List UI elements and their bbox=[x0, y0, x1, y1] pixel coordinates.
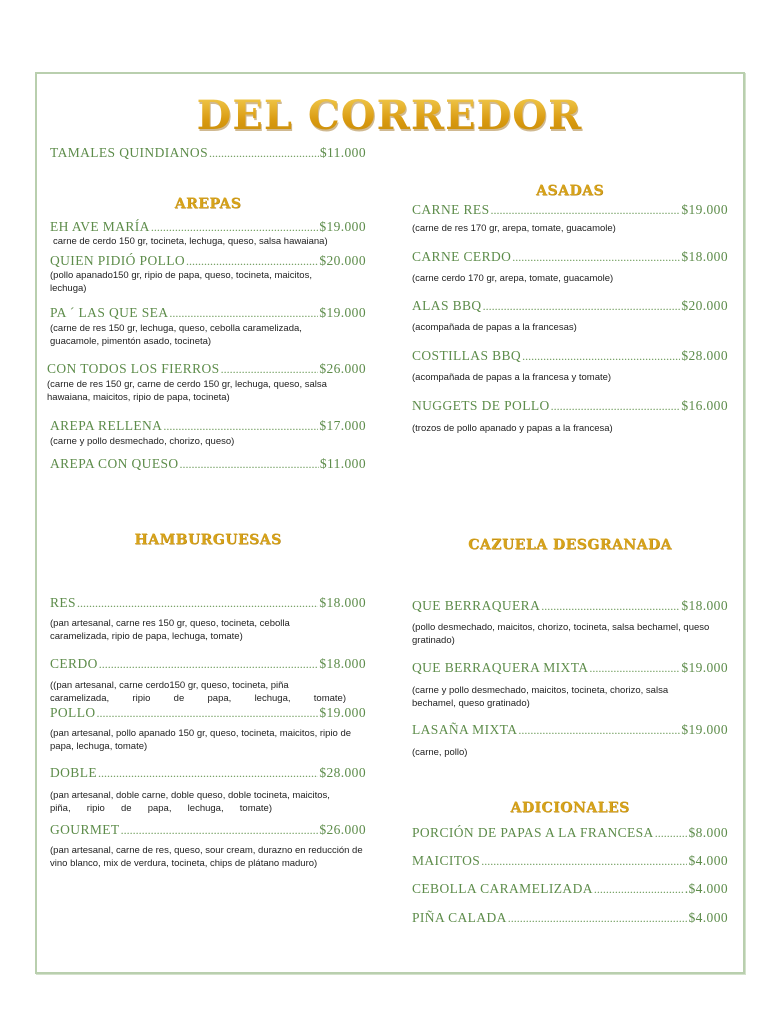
menu-item bbox=[50, 765, 366, 781]
item-price: $11.000 bbox=[319, 456, 366, 471]
leader-dots bbox=[163, 419, 318, 434]
leader-dots bbox=[180, 457, 319, 472]
item-name: CERDO bbox=[50, 656, 98, 671]
item-description: (carne de res 150 gr, carne de cerdo 150 gr, lechuga, queso, salsa hawaiana, maicitos, ripio de papa, tocineta) bbox=[47, 379, 327, 403]
item-price: $19.000 bbox=[319, 219, 366, 234]
menu-item bbox=[412, 249, 728, 265]
menu-item bbox=[50, 456, 366, 472]
item-description: (carne cerdo 170 gr, arepa, tomate, guacamole) bbox=[412, 273, 614, 284]
item-price: $19.000 bbox=[681, 202, 728, 217]
item-name: PORCIÓN DE PAPAS A LA FRANCESA bbox=[412, 825, 654, 840]
item-name: QUIEN PIDIÓ POLLO bbox=[50, 253, 186, 268]
leader-dots bbox=[221, 362, 319, 377]
menu-item bbox=[412, 398, 728, 414]
item-description: (carne de res 150 gr, lechuga, queso, cebolla caramelizada, guacamole, pimentón asado, tocineta) bbox=[50, 323, 302, 347]
item-price: $20.000 bbox=[319, 253, 366, 268]
item-name: MAICITOS bbox=[412, 853, 481, 868]
item-name: POLLO bbox=[50, 705, 96, 720]
item-price: $28.000 bbox=[319, 765, 366, 780]
item-price: $20.000 bbox=[681, 298, 728, 313]
item-name: DOBLE bbox=[50, 765, 97, 780]
item-price: $19.000 bbox=[319, 705, 366, 720]
leader-dots bbox=[99, 657, 319, 672]
menu-item bbox=[50, 822, 366, 838]
menu-item bbox=[50, 705, 366, 721]
item-price: $26.000 bbox=[319, 361, 366, 376]
item-description: (pan artesanal, pollo apanado 150 gr, queso, tocineta, maicitos, ripio de papa, lechuga, tomate) bbox=[50, 728, 352, 752]
leader-dots bbox=[186, 254, 318, 269]
item-price: $17.000 bbox=[319, 418, 366, 433]
menu-item bbox=[50, 595, 366, 611]
leader-dots bbox=[491, 203, 681, 218]
menu-item bbox=[412, 660, 728, 676]
item-description: ((pan artesanal, carne cerdo150 gr, queso, tocineta, piña bbox=[50, 680, 289, 691]
item-description: (pan artesanal, carne de res, queso, sour cream, durazno en reducción de vino blanco, mix de verdura, tocineta, chips de plátano maduro) bbox=[50, 845, 363, 869]
item-price: $4.000 bbox=[688, 910, 728, 925]
leader-dots bbox=[589, 661, 680, 676]
item-name: AREPA RELLENA bbox=[50, 418, 163, 433]
item-description: piña, ripio de papa, lechuga, tomate) bbox=[50, 803, 272, 814]
leader-dots bbox=[209, 146, 319, 161]
leader-dots bbox=[551, 399, 681, 414]
leader-dots bbox=[169, 306, 318, 321]
menu-item bbox=[47, 361, 366, 377]
item-price: $18.000 bbox=[319, 595, 366, 610]
item-price: $26.000 bbox=[319, 822, 366, 837]
item-description: (pollo apanado150 gr, ripio de papa, queso, tocineta, maicitos, lechuga) bbox=[50, 270, 312, 294]
leader-dots bbox=[151, 220, 319, 235]
item-name: GOURMET bbox=[50, 822, 120, 837]
leader-dots bbox=[655, 826, 688, 841]
item-description: (trozos de pollo apanado y papas a la francesa) bbox=[412, 423, 613, 434]
leader-dots bbox=[483, 299, 681, 314]
item-description: (carne, pollo) bbox=[412, 747, 468, 758]
leader-dots bbox=[98, 766, 318, 781]
item-description: caramelizada, ripio de papa, lechuga, tomate) bbox=[50, 693, 346, 704]
item-name: CON TODOS LOS FIERROS bbox=[47, 361, 220, 376]
item-name: COSTILLAS BBQ bbox=[412, 348, 522, 363]
item-name: CARNE CERDO bbox=[412, 249, 512, 264]
restaurant-title: DEL CORREDOR bbox=[0, 92, 779, 139]
item-price: $16.000 bbox=[681, 398, 728, 413]
item-description: (carne y pollo desmechado, maicitos, tocineta, chorizo, salsa bechamel, queso gratinado) bbox=[412, 685, 669, 709]
item-name: CARNE RES bbox=[412, 202, 490, 217]
section-title-cazuela: CAZUELA DESGRANADA bbox=[468, 537, 672, 553]
section-title-asadas: ASADAS bbox=[536, 183, 604, 199]
item-price: $11.000 bbox=[319, 145, 366, 160]
item-description: (carne de res 170 gr, arepa, tomate, guacamole) bbox=[412, 223, 616, 234]
item-description: carne de cerdo 150 gr, tocineta, lechuga, queso, salsa hawaiana) bbox=[53, 236, 328, 247]
item-name: PIÑA CALADA bbox=[412, 910, 507, 925]
menu-item bbox=[50, 656, 366, 672]
menu-item bbox=[412, 598, 728, 614]
leader-dots bbox=[518, 723, 680, 738]
item-price: $19.000 bbox=[681, 722, 728, 737]
leader-dots bbox=[512, 250, 680, 265]
item-price: $19.000 bbox=[319, 305, 366, 320]
section-title-adicionales: ADICIONALES bbox=[510, 800, 630, 816]
item-price: $4.000 bbox=[688, 853, 728, 868]
item-name: AREPA CON QUESO bbox=[50, 456, 179, 471]
menu-item bbox=[412, 825, 728, 841]
menu-item bbox=[412, 881, 728, 897]
item-name: EH AVE MARÍA bbox=[50, 219, 150, 234]
item-price: .$4.000 bbox=[684, 881, 728, 896]
item-description: (pan artesanal, doble carne, doble queso, doble tocineta, maicitos, bbox=[50, 790, 330, 801]
item-name: LASAÑA MIXTA bbox=[412, 722, 518, 737]
menu-item bbox=[412, 348, 728, 364]
menu-item bbox=[412, 853, 728, 869]
item-name: RES bbox=[50, 595, 76, 610]
section-title-hamburguesas: HAMBURGUESAS bbox=[134, 532, 282, 548]
menu-item bbox=[50, 418, 366, 434]
item-name: TAMALES QUINDIANOS bbox=[50, 145, 208, 160]
menu-item bbox=[412, 722, 728, 738]
leader-dots bbox=[594, 882, 684, 897]
leader-dots bbox=[121, 823, 319, 838]
item-description: (pollo desmechado, maicitos, chorizo, tocineta, salsa bechamel, queso gratinado) bbox=[412, 622, 710, 646]
item-name: ALAS BBQ bbox=[412, 298, 482, 313]
item-name: QUE BERRAQUERA MIXTA bbox=[412, 660, 589, 675]
menu-item bbox=[50, 253, 366, 269]
menu-item-tamales bbox=[50, 145, 366, 161]
item-name: NUGGETS DE POLLO bbox=[412, 398, 550, 413]
item-description: (pan artesanal, carne res 150 gr, queso, tocineta, cebolla caramelizada, ripio de papa, lechuga, tomate) bbox=[50, 618, 290, 642]
item-price: $8.000 bbox=[688, 825, 728, 840]
leader-dots bbox=[77, 596, 318, 611]
leader-dots bbox=[522, 349, 680, 364]
item-description: (acompañada de papas a la francesa y tomate) bbox=[412, 372, 612, 383]
item-name: PA ´ LAS QUE SEA bbox=[50, 305, 169, 320]
leader-dots bbox=[97, 706, 319, 721]
menu-item bbox=[412, 910, 728, 926]
item-price: $28.000 bbox=[681, 348, 728, 363]
menu-item bbox=[412, 298, 728, 314]
item-price: $18.000 bbox=[681, 249, 728, 264]
item-description: (acompañada de papas a la francesas) bbox=[412, 322, 577, 333]
leader-dots bbox=[541, 599, 680, 614]
item-price: $19.000 bbox=[681, 660, 728, 675]
section-title-arepas: AREPAS bbox=[174, 196, 242, 212]
menu-item bbox=[50, 305, 366, 321]
leader-dots bbox=[481, 854, 687, 869]
leader-dots bbox=[508, 911, 688, 926]
item-name: CEBOLLA CARAMELIZADA bbox=[412, 881, 593, 896]
item-price: $18.000 bbox=[319, 656, 366, 671]
item-price: $18.000 bbox=[681, 598, 728, 613]
menu-item bbox=[412, 202, 728, 218]
menu-item bbox=[50, 219, 366, 235]
item-description: (carne y pollo desmechado, chorizo, queso) bbox=[50, 436, 235, 447]
item-name: QUE BERRAQUERA bbox=[412, 598, 541, 613]
